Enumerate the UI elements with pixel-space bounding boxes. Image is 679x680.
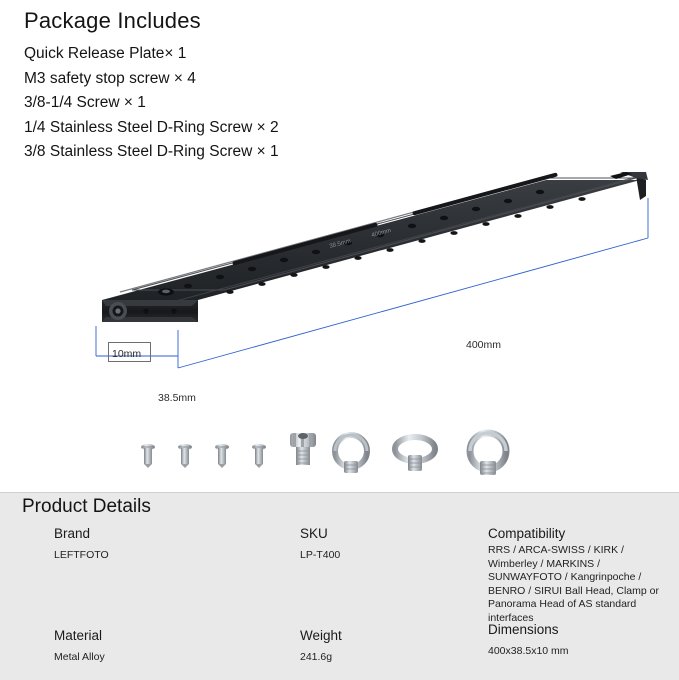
plate-engraving-right: 400mm <box>370 227 392 239</box>
detail-field-brand <box>54 525 254 562</box>
detail-label: Brand <box>54 526 91 541</box>
d-ring-screw-quarter-inch <box>335 435 367 473</box>
package-includes-list <box>24 42 544 165</box>
screws-illustration <box>130 425 560 480</box>
detail-field-material <box>54 627 254 664</box>
product-details-grid <box>0 525 679 675</box>
product-details-section <box>0 492 679 680</box>
m3-safety-stop-screw <box>178 444 192 468</box>
list-item: 1/4 Stainless Steel D-Ring Screw × 2 <box>24 118 279 136</box>
dimension-width-label: 38.5mm <box>158 392 196 404</box>
m3-safety-stop-screw <box>141 444 155 468</box>
detail-value: LEFTFOTO <box>54 549 109 561</box>
list-item: Quick Release Plate× 1 <box>24 45 187 62</box>
detail-value: 400x38.5x10 mm <box>488 645 569 657</box>
included-screws-row <box>130 425 560 480</box>
detail-label: Compatibility <box>488 526 566 541</box>
plate-illustration <box>80 170 650 385</box>
detail-field-compatibility <box>488 525 673 626</box>
d-ring-screw-three-eighths <box>470 433 506 475</box>
dimension-length-label: 400mm <box>466 339 502 351</box>
detail-label: Material <box>54 628 103 643</box>
product-figure <box>0 160 679 490</box>
adapter-screw-38-14 <box>290 433 316 465</box>
list-item: 3/8 Stainless Steel D-Ring Screw × 1 <box>24 143 279 160</box>
plate-engraving-left: 38.5mm <box>328 238 352 250</box>
detail-label: Weight <box>300 628 342 643</box>
detail-label: Dimensions <box>488 622 559 637</box>
m3-safety-stop-screw <box>215 444 229 468</box>
detail-label: SKU <box>300 526 328 541</box>
dimension-height-label: 10mm <box>112 348 142 360</box>
product-details-title: Product Details <box>22 496 151 517</box>
detail-field-dimensions <box>488 621 673 658</box>
m3-safety-stop-screw <box>252 444 266 468</box>
d-ring-screw-quarter-inch <box>395 437 435 471</box>
detail-value: Metal Alloy <box>54 651 105 663</box>
list-item: M3 safety stop screw × 4 <box>24 69 196 87</box>
detail-value: RRS / ARCA-SWISS / KIRK / Wimberley / MARKINS / SUNWAYFOTO / Kangrinpoche / BENRO / SIRUI Ball Head, Clamp or Panorama Head of AS standard interfaces <box>488 544 659 624</box>
list-item: 3/8-1/4 Screw × 1 <box>24 94 146 111</box>
detail-field-weight <box>300 627 500 664</box>
detail-field-sku <box>300 525 500 562</box>
package-includes-title: Package Includes <box>24 8 201 33</box>
detail-value: 241.6g <box>300 651 333 663</box>
detail-value: LP-T400 <box>300 549 341 561</box>
quick-release-plate-image <box>80 170 650 404</box>
